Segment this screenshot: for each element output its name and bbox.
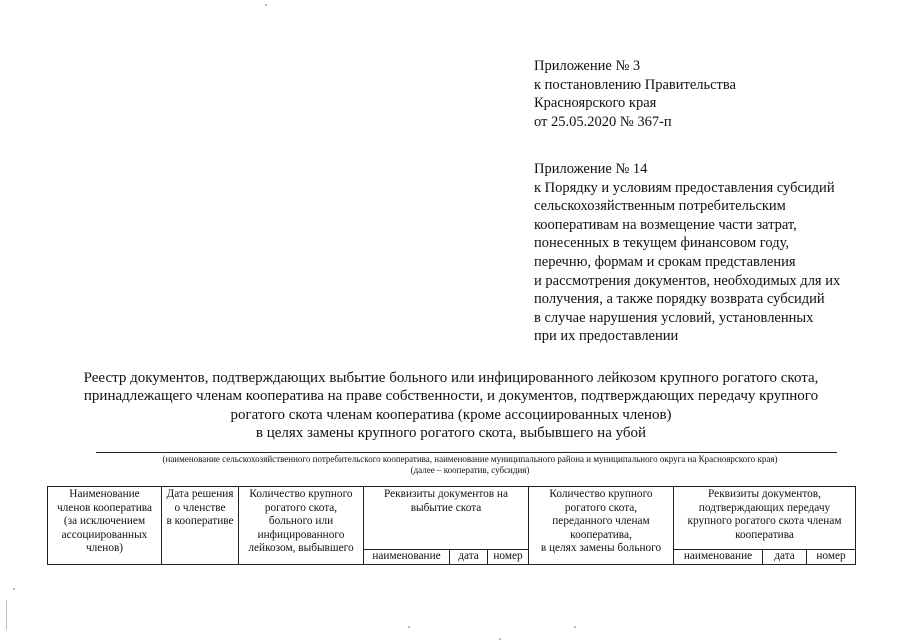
appendix-14-line: к Порядку и условиям предоставления субсидий (534, 179, 835, 196)
caption-line: (далее – кооператив, субсидия) (410, 465, 530, 475)
subheader-date-1: дата (450, 550, 488, 565)
fill-in-caption (40, 454, 900, 476)
subheader-number-2: номер (807, 550, 856, 565)
appendix-14-line: перечню, формам и срокам представления (534, 253, 796, 270)
appendix-3-line: к постановлению Правительства (534, 76, 736, 93)
scan-artifact (408, 626, 410, 628)
cell-text: в целях замены больного (540, 542, 662, 554)
header-cell-transferred-cattle-count (529, 487, 674, 565)
appendix-3-line: Приложение № 3 (534, 58, 641, 74)
appendix-14-line: в случае нарушения условий, установленных (534, 309, 814, 326)
appendix-14-line: получения, а также порядку возврата субсидий (534, 291, 825, 308)
document-title (40, 369, 862, 443)
title-line: принадлежащего членам кооператива на праве собственности, и документов, подтверждающих передачу крупного (83, 388, 819, 405)
cell-text: крупного рогатого скота членам (687, 515, 842, 527)
appendix-3-line: от 25.05.2020 № 367-п (534, 113, 672, 130)
appendix-14-line: и рассмотрения документов, необходимых для их (534, 272, 841, 289)
header-cell-membership-date (162, 487, 239, 565)
cell-text: о членстве (174, 501, 226, 514)
header-cell-disposal-documents (364, 487, 529, 550)
cell-text: больного или (268, 515, 334, 527)
cell-text: кооператива, (570, 528, 632, 541)
header-cell-member-name (48, 487, 162, 565)
subheader-name-1: наименование (364, 550, 450, 565)
scan-artifact (265, 4, 267, 6)
header-cell-transfer-documents (674, 487, 856, 550)
cell-text: переданного членам (552, 515, 650, 527)
appendix-3-line: Красноярского края (534, 95, 657, 112)
cell-text: Количество крупного (249, 488, 353, 500)
caption-line: (наименование сельскохозяйственного потребительского кооператива, наименование муниципального района и муниципального округа на Красноярского края) (162, 454, 778, 464)
cell-text: Наименование (69, 488, 140, 500)
cell-text: членов) (85, 542, 124, 554)
subheader-date-2: дата (763, 550, 807, 565)
registry-table (47, 486, 856, 565)
appendix-14-line: при их предоставлении (534, 328, 679, 345)
cell-text: Реквизиты документов, (708, 488, 821, 500)
appendix-14-line: кооперативам на возмещение части затрат, (534, 216, 797, 233)
cell-text: в кооперативе (166, 515, 234, 527)
cell-text: выбытие скота (410, 501, 482, 514)
cell-text: подтверждающих передачу (698, 501, 831, 514)
cell-text: рогатого скота, (564, 501, 638, 514)
cell-text: инфицированного (257, 528, 345, 541)
cell-text: Количество крупного (549, 488, 653, 500)
cell-text: (за исключением (63, 515, 146, 527)
appendix-14-line: Приложение № 14 (534, 161, 648, 177)
title-line: в целях замены крупного рогатого скота, выбывшего на убой (255, 425, 647, 442)
appendix-14-header (534, 160, 840, 346)
cell-text: ассоциированных (61, 528, 148, 541)
scan-artifact (6, 600, 7, 630)
cell-text: рогатого скота, (264, 501, 338, 514)
cell-text: Реквизиты документов на (384, 488, 508, 500)
header-cell-disposed-cattle-count (239, 487, 364, 565)
subheader-number-1: номер (488, 550, 529, 565)
appendix-14-line: понесенных в текущем финансовом году, (534, 235, 790, 252)
scan-artifact (574, 626, 576, 628)
subheader-name-2: наименование (674, 550, 763, 565)
appendix-14-line: сельскохозяйственным потребительским (534, 198, 786, 215)
scan-artifact (13, 588, 15, 590)
cell-text: кооператива (735, 528, 794, 541)
cell-text: лейкозом, выбывшего (248, 542, 354, 554)
title-line: рогатого скота членам кооператива (кроме ассоциированных членов) (230, 406, 672, 423)
fill-in-line (96, 452, 837, 453)
cell-text: Дата решения (166, 488, 234, 500)
title-line: Реестр документов, подтверждающих выбытие больного или инфицированного лейкозом крупного рогатого скота, (83, 370, 819, 386)
cell-text: членов кооператива (56, 501, 152, 514)
appendix-3-header (534, 57, 736, 131)
